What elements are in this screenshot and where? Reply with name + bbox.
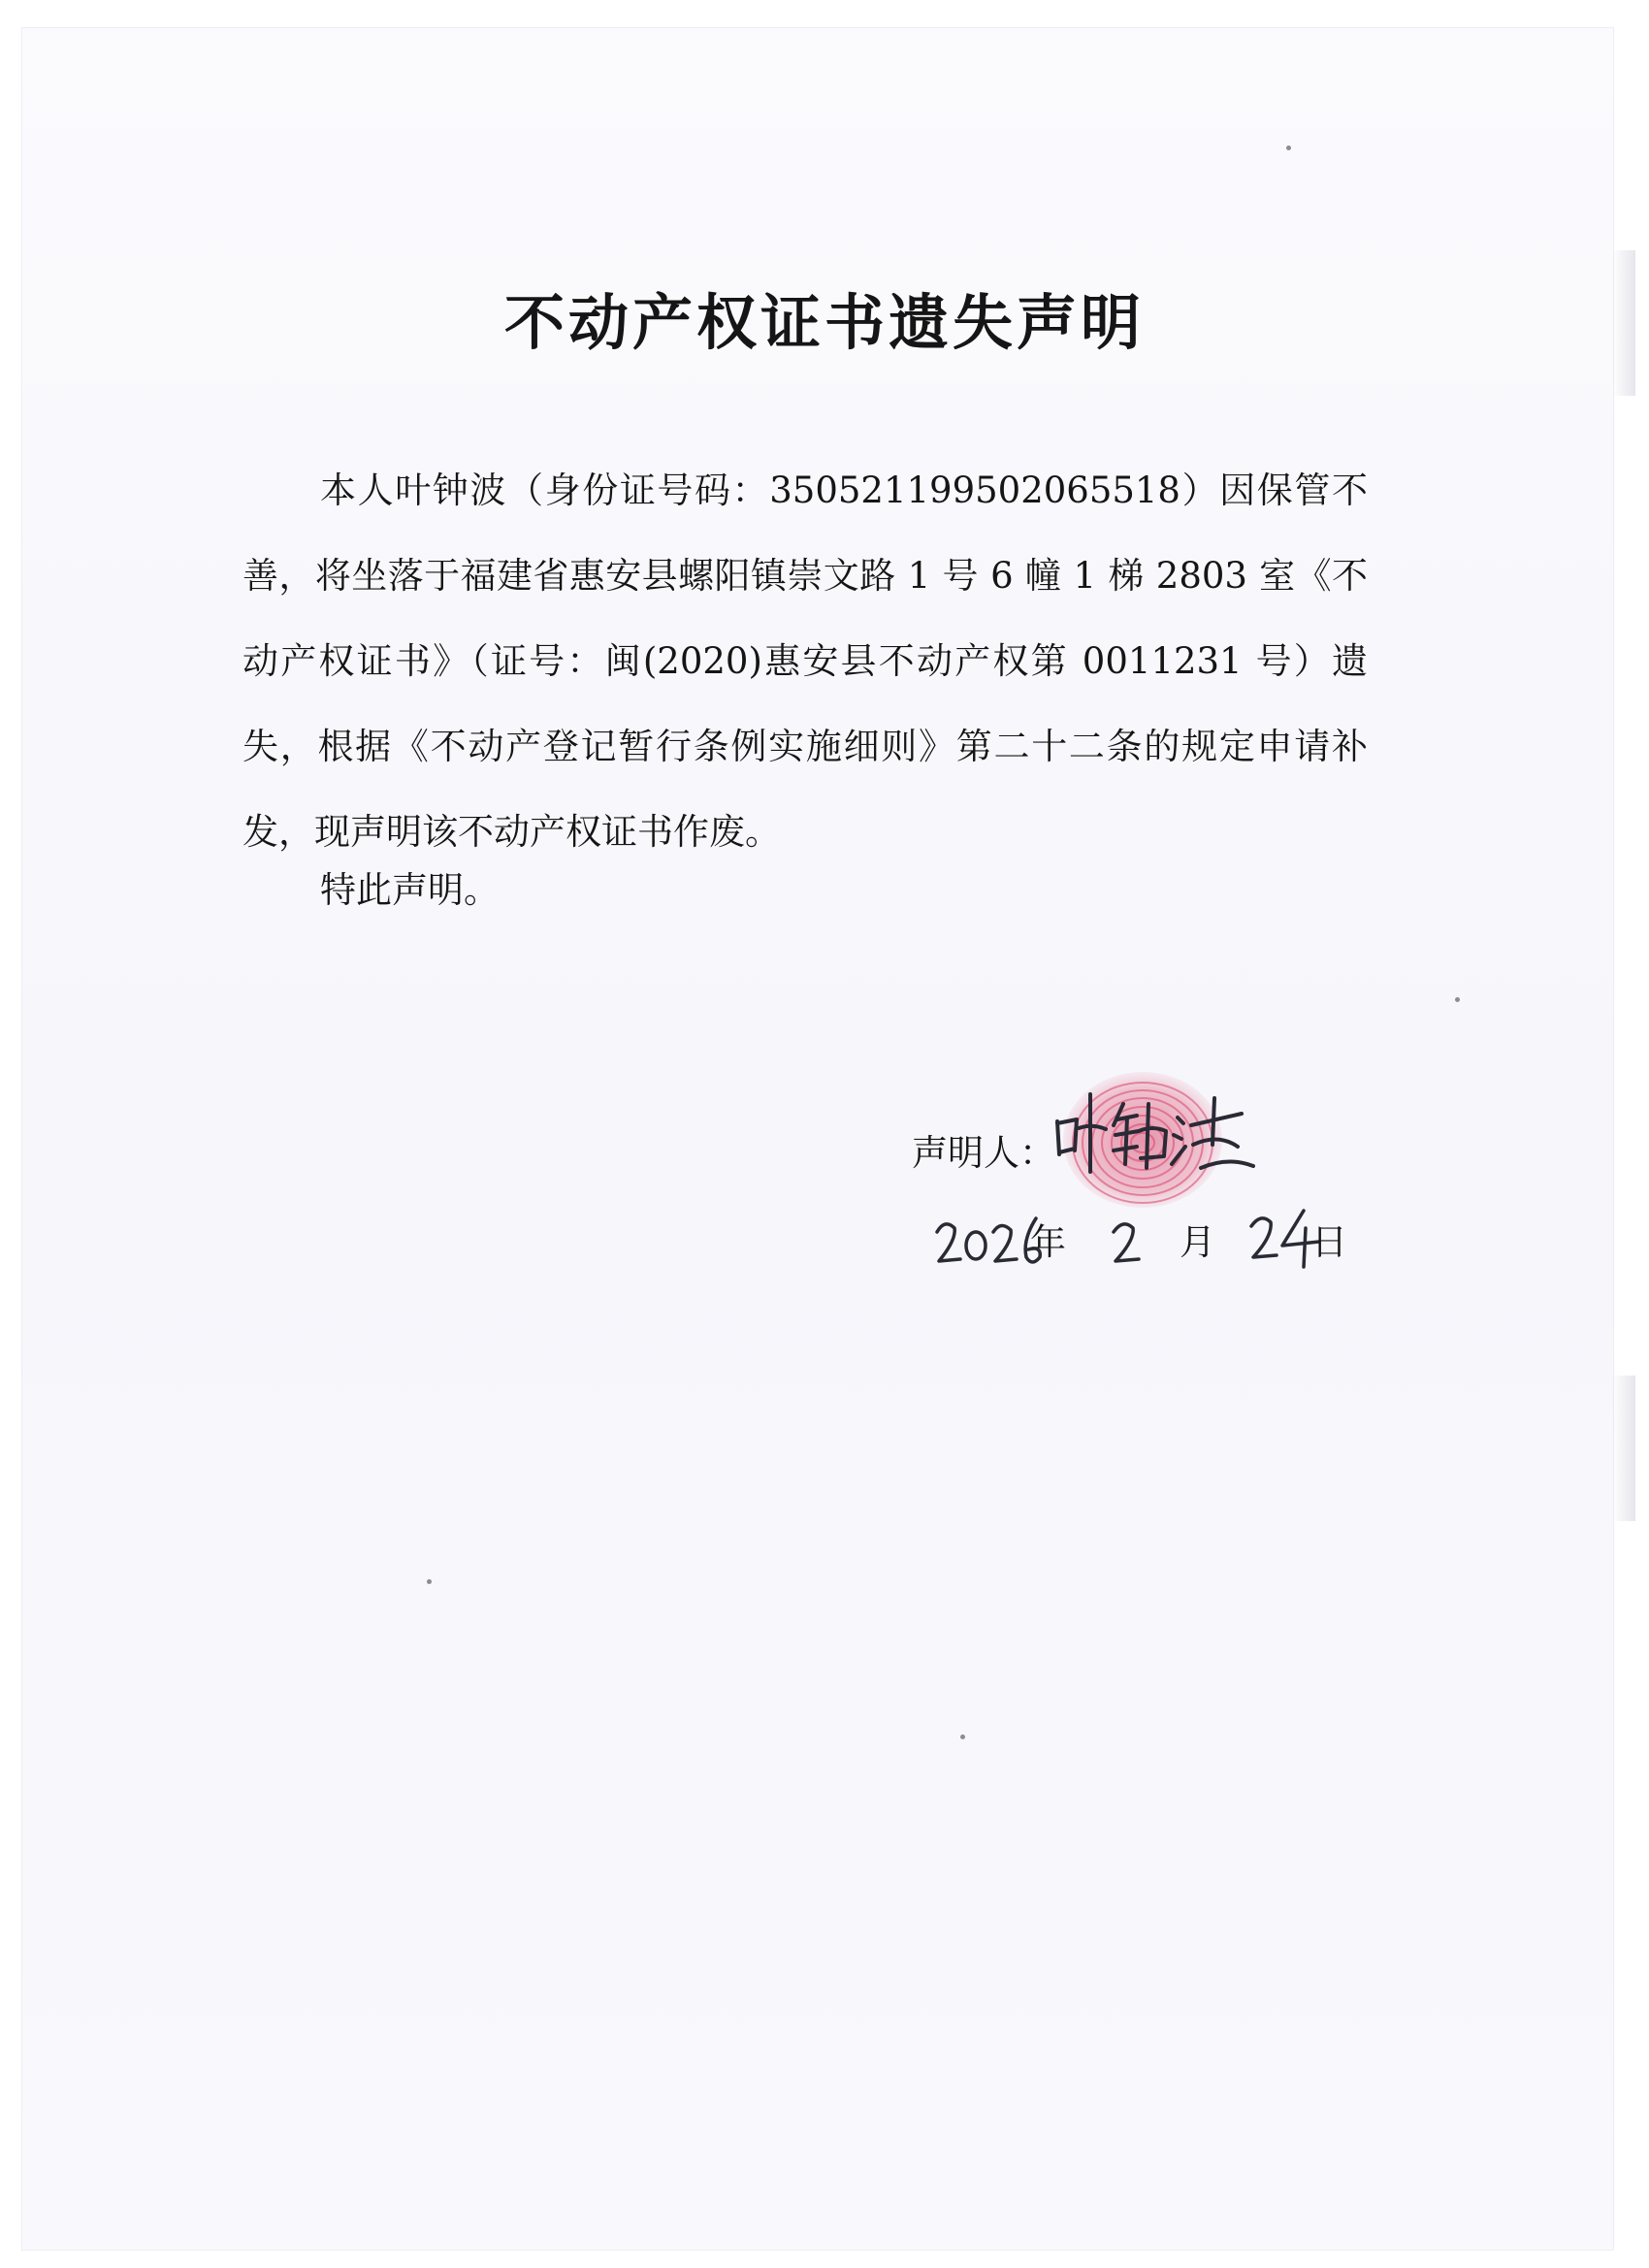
page-shadow <box>1612 1376 1635 1521</box>
date-year-value <box>0 0 1 1</box>
scan-speck <box>427 1579 432 1584</box>
date-month-value <box>0 0 1 1</box>
day-unit: 日 <box>1311 1221 1347 1263</box>
closing-statement: 特此声明。 <box>320 869 500 911</box>
signer-label: 声明人： <box>912 1132 1055 1174</box>
date-day-value <box>0 0 1 1</box>
handwritten-month <box>1108 1209 1143 1277</box>
scan-speck <box>1286 146 1291 150</box>
scan-speck <box>1455 997 1460 1002</box>
declaration-body: 本人叶钟波（身份证号码：350521199502065518）因保管不善，将坐落于福建省惠安县螺阳镇崇文路 1 号 6 幢 1 梯 2803 室《不动产权证书》（证号：闽(2020)惠安县不动产权第 0011231 号）遗失，根据《不动产登记暂行条例实施细则》第二十二条的规定申请补发，现声明该不动产权证书作废。 <box>242 470 1368 853</box>
year-unit: 年 <box>1030 1221 1066 1263</box>
signature-text <box>0 0 1 1</box>
signer-row <box>912 1116 1055 1183</box>
handwritten-signature <box>1048 1075 1261 1182</box>
month-unit: 月 <box>1180 1221 1215 1263</box>
scan-speck <box>960 1734 965 1739</box>
document-title: 不动产权证书遗失声明 <box>503 287 1145 358</box>
